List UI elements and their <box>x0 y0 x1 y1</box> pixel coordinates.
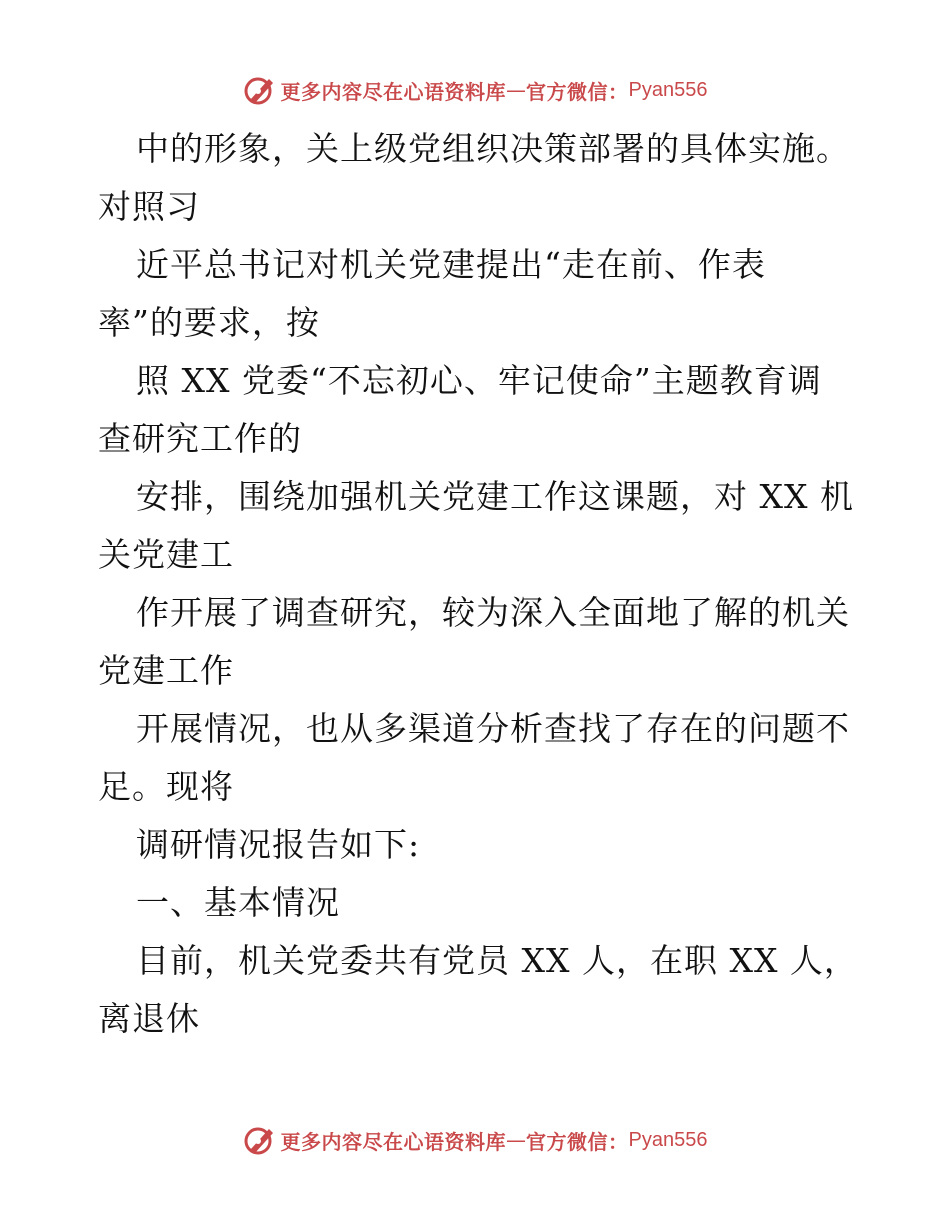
body-line: 安排，围绕加强机关党建工作这课题，对 XX 机 <box>136 477 854 516</box>
body-line: 关党建工 <box>98 535 234 574</box>
body-line: 对照习 <box>98 187 200 226</box>
watermark-separator: — <box>506 1128 527 1152</box>
body-line: 离退休 <box>98 999 200 1038</box>
body-line: 率”的要求，按 <box>98 303 320 342</box>
body-line: 近平总书记对机关党建提出“走在前、作表 <box>136 245 766 284</box>
pen-nib-circle-icon <box>243 73 277 107</box>
footer-watermark <box>0 1120 950 1160</box>
body-line: 查研究工作的 <box>98 419 302 458</box>
watermark-separator: — <box>506 78 527 102</box>
watermark-text: 更多内容尽在心语资料库 <box>280 79 507 104</box>
body-line: 开展情况，也从多渠道分析查找了存在的问题不 <box>136 709 850 748</box>
body-line: 足。现将 <box>98 767 234 806</box>
body-line: 目前，机关党委共有党员 XX 人，在职 XX 人， <box>136 941 858 980</box>
body-line: 照 XX 党委“不忘初心、牢记使命”主题教育调 <box>136 361 822 400</box>
body-line: 中的形象，关上级党组织决策部署的具体实施。 <box>136 129 850 168</box>
document-body <box>98 120 858 1048</box>
watermark-wechat-label: 官方微信： <box>526 1129 629 1154</box>
pen-nib-circle-icon <box>243 1123 277 1157</box>
body-line: 调研情况报告如下: <box>136 825 421 864</box>
body-line: 作开展了调查研究，较为深入全面地了解的机关 <box>136 593 850 632</box>
header-watermark <box>0 70 950 110</box>
body-line: 党建工作 <box>98 651 234 690</box>
watermark-wechat-id: Pyan556 <box>628 78 708 101</box>
watermark-wechat-id: Pyan556 <box>628 1128 708 1151</box>
section-heading: 一、基本情况 <box>136 883 340 922</box>
watermark-text: 更多内容尽在心语资料库 <box>280 1129 507 1154</box>
watermark-wechat-label: 官方微信： <box>526 79 629 104</box>
